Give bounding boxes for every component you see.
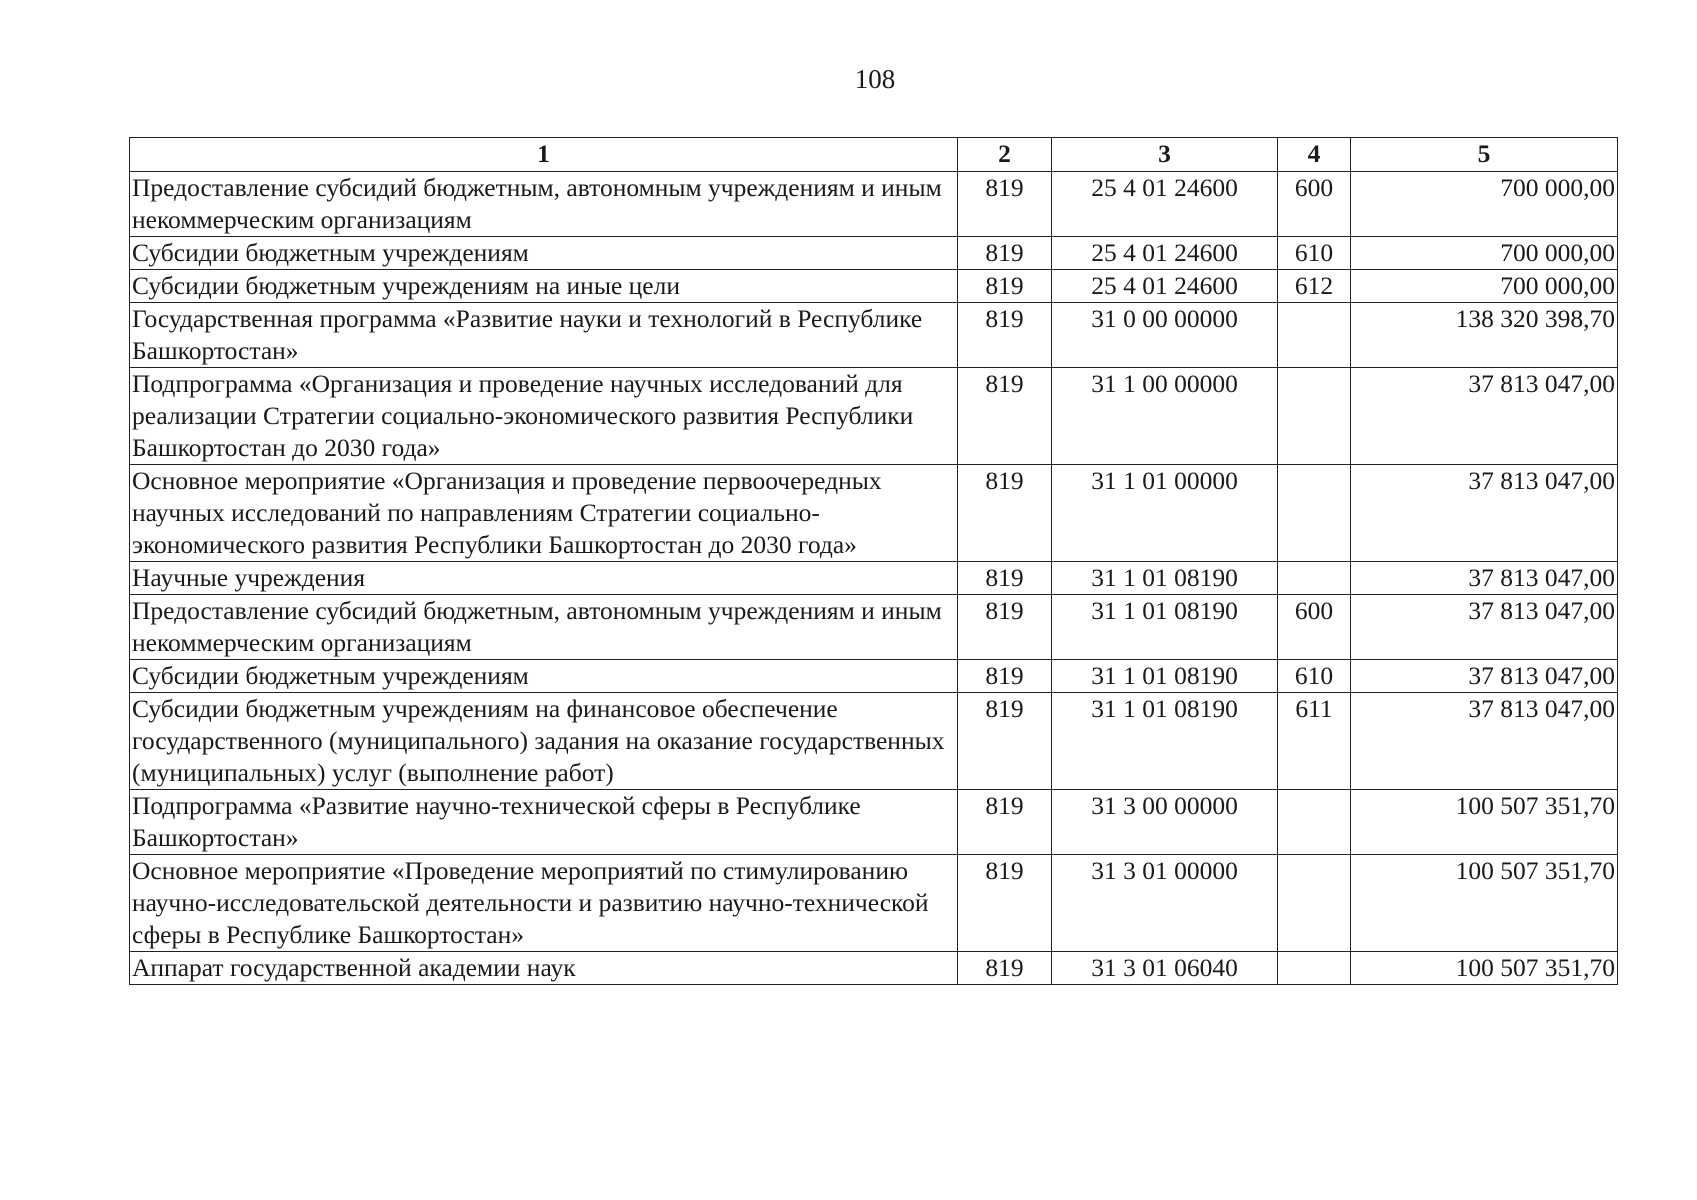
row-code-cell: 819 bbox=[958, 660, 1052, 693]
table-row bbox=[130, 790, 1618, 855]
row-target-article-cell: 31 3 00 00000 bbox=[1052, 790, 1278, 855]
budget-table-container bbox=[129, 137, 1617, 985]
row-amount-cell: 37 813 047,00 bbox=[1351, 595, 1618, 660]
column-header-1: 1 bbox=[130, 138, 958, 172]
row-name-cell: Научные учреждения bbox=[130, 562, 958, 595]
table-row bbox=[130, 660, 1618, 693]
row-name-cell: Предоставление субсидий бюджетным, автономным учреждениям и иным некоммерческим организациям bbox=[130, 595, 958, 660]
table-row bbox=[130, 562, 1618, 595]
table-row bbox=[130, 465, 1618, 562]
row-amount-cell: 37 813 047,00 bbox=[1351, 693, 1618, 790]
page-number: 108 bbox=[854, 64, 896, 94]
row-name-cell: Подпрограмма «Развитие научно-технической сферы в Республике Башкортостан» bbox=[130, 790, 958, 855]
row-name-cell: Государственная программа «Развитие науки и технологий в Республике Башкортостан» bbox=[130, 303, 958, 368]
row-amount-cell: 100 507 351,70 bbox=[1351, 952, 1618, 985]
row-code-cell: 819 bbox=[958, 270, 1052, 303]
table-row bbox=[130, 303, 1618, 368]
table-body bbox=[130, 172, 1618, 985]
row-expense-type-cell: 600 bbox=[1278, 595, 1351, 660]
row-target-article-cell: 31 1 01 00000 bbox=[1052, 465, 1278, 562]
row-name-cell: Субсидии бюджетным учреждениям на иные цели bbox=[130, 270, 958, 303]
row-amount-cell: 37 813 047,00 bbox=[1351, 465, 1618, 562]
row-target-article-cell: 31 1 01 08190 bbox=[1052, 693, 1278, 790]
row-name-cell: Подпрограмма «Организация и проведение научных исследований для реализации Стратегии социально-экономического развития Республики Башкортостан до 2030 года» bbox=[130, 368, 958, 465]
row-amount-cell: 37 813 047,00 bbox=[1351, 562, 1618, 595]
row-expense-type-cell bbox=[1278, 465, 1351, 562]
row-target-article-cell: 31 3 01 00000 bbox=[1052, 855, 1278, 952]
row-target-article-cell: 25 4 01 24600 bbox=[1052, 237, 1278, 270]
row-expense-type-cell bbox=[1278, 368, 1351, 465]
row-code-cell: 819 bbox=[958, 790, 1052, 855]
row-expense-type-cell: 610 bbox=[1278, 660, 1351, 693]
row-target-article-cell: 31 0 00 00000 bbox=[1052, 303, 1278, 368]
row-expense-type-cell bbox=[1278, 562, 1351, 595]
table-row bbox=[130, 172, 1618, 237]
row-expense-type-cell bbox=[1278, 790, 1351, 855]
row-code-cell: 819 bbox=[958, 562, 1052, 595]
row-code-cell: 819 bbox=[958, 952, 1052, 985]
row-amount-cell: 100 507 351,70 bbox=[1351, 790, 1618, 855]
row-expense-type-cell: 610 bbox=[1278, 237, 1351, 270]
row-name-cell: Аппарат государственной академии наук bbox=[130, 952, 958, 985]
budget-table bbox=[129, 137, 1618, 985]
table-row bbox=[130, 855, 1618, 952]
row-code-cell: 819 bbox=[958, 368, 1052, 465]
row-target-article-cell: 31 1 01 08190 bbox=[1052, 660, 1278, 693]
row-target-article-cell: 31 3 01 06040 bbox=[1052, 952, 1278, 985]
column-header-4: 4 bbox=[1278, 138, 1351, 172]
row-target-article-cell: 25 4 01 24600 bbox=[1052, 172, 1278, 237]
row-target-article-cell: 31 1 01 08190 bbox=[1052, 562, 1278, 595]
row-code-cell: 819 bbox=[958, 237, 1052, 270]
table-row bbox=[130, 237, 1618, 270]
row-amount-cell: 700 000,00 bbox=[1351, 172, 1618, 237]
row-target-article-cell: 25 4 01 24600 bbox=[1052, 270, 1278, 303]
row-amount-cell: 700 000,00 bbox=[1351, 270, 1618, 303]
table-header-row bbox=[130, 138, 1618, 172]
row-code-cell: 819 bbox=[958, 303, 1052, 368]
row-code-cell: 819 bbox=[958, 855, 1052, 952]
table-row bbox=[130, 952, 1618, 985]
row-amount-cell: 37 813 047,00 bbox=[1351, 660, 1618, 693]
row-amount-cell: 700 000,00 bbox=[1351, 237, 1618, 270]
row-code-cell: 819 bbox=[958, 465, 1052, 562]
row-name-cell: Основное мероприятие «Проведение мероприятий по стимулированию научно-исследовательской деятельности и развитию научно-технической сферы в Республике Башкортостан» bbox=[130, 855, 958, 952]
row-expense-type-cell: 600 bbox=[1278, 172, 1351, 237]
row-name-cell: Предоставление субсидий бюджетным, автономным учреждениям и иным некоммерческим организациям bbox=[130, 172, 958, 237]
row-target-article-cell: 31 1 01 08190 bbox=[1052, 595, 1278, 660]
row-expense-type-cell: 612 bbox=[1278, 270, 1351, 303]
row-target-article-cell: 31 1 00 00000 bbox=[1052, 368, 1278, 465]
row-name-cell: Субсидии бюджетным учреждениям bbox=[130, 660, 958, 693]
row-amount-cell: 138 320 398,70 bbox=[1351, 303, 1618, 368]
row-expense-type-cell bbox=[1278, 952, 1351, 985]
row-name-cell: Субсидии бюджетным учреждениям на финансовое обеспечение государственного (муниципального) задания на оказание государственных (муниципальных) услуг (выполнение работ) bbox=[130, 693, 958, 790]
table-row bbox=[130, 693, 1618, 790]
row-code-cell: 819 bbox=[958, 693, 1052, 790]
row-expense-type-cell: 611 bbox=[1278, 693, 1351, 790]
table-row bbox=[130, 270, 1618, 303]
column-header-2: 2 bbox=[958, 138, 1052, 172]
column-header-3: 3 bbox=[1052, 138, 1278, 172]
row-expense-type-cell bbox=[1278, 855, 1351, 952]
row-name-cell: Субсидии бюджетным учреждениям bbox=[130, 237, 958, 270]
row-amount-cell: 37 813 047,00 bbox=[1351, 368, 1618, 465]
row-amount-cell: 100 507 351,70 bbox=[1351, 855, 1618, 952]
table-row bbox=[130, 368, 1618, 465]
row-code-cell: 819 bbox=[958, 172, 1052, 237]
row-name-cell: Основное мероприятие «Организация и проведение первоочередных научных исследований по направлениям Стратегии социально-экономического развития Республики Башкортостан до 2030 года» bbox=[130, 465, 958, 562]
row-expense-type-cell bbox=[1278, 303, 1351, 368]
table-row bbox=[130, 595, 1618, 660]
row-code-cell: 819 bbox=[958, 595, 1052, 660]
column-header-5: 5 bbox=[1351, 138, 1618, 172]
